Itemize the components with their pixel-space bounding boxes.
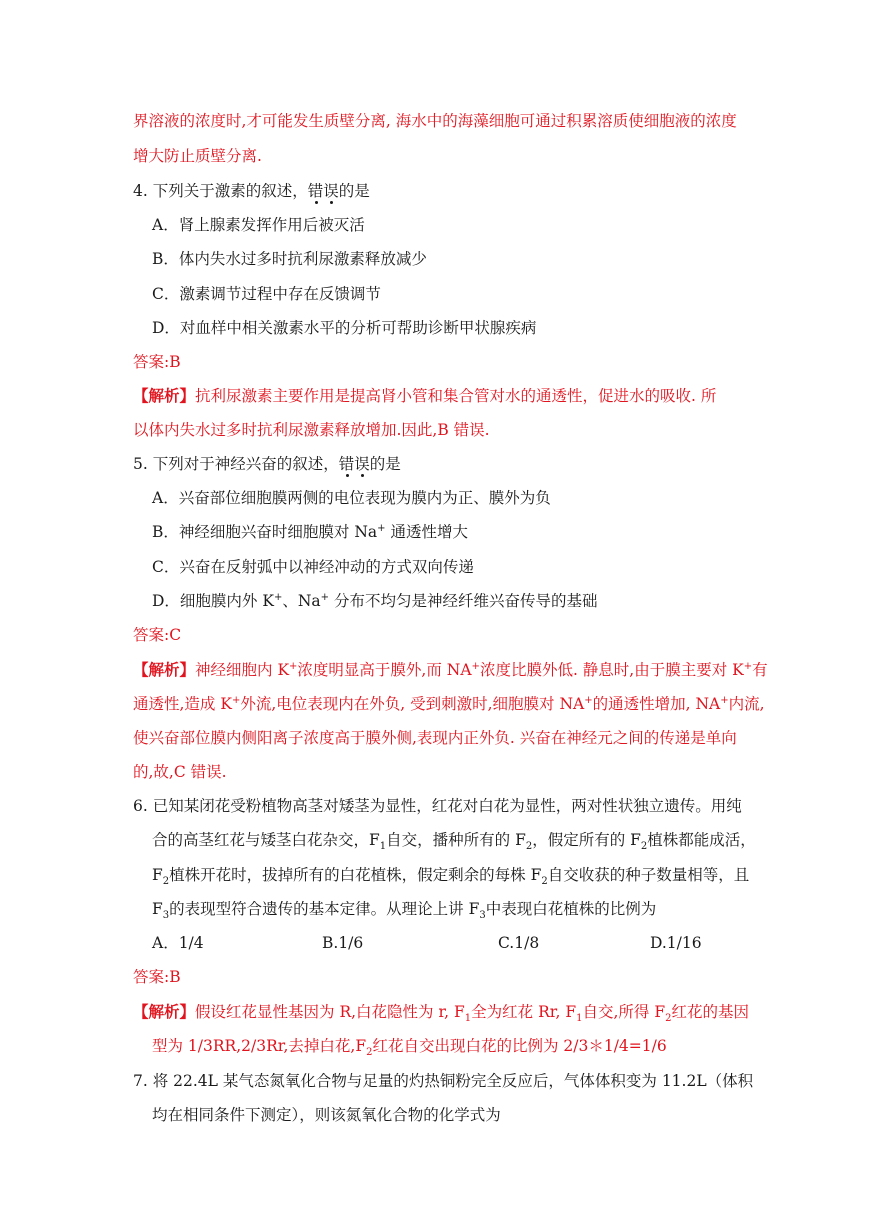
explanation-text: 外流,电位表现内在外负, 受到刺激时,细胞膜对 NA <box>240 695 585 713</box>
superscript: + <box>320 591 330 603</box>
stem-text: 植株都能成活， <box>647 831 756 849</box>
emphasis-char: 误 <box>354 455 370 473</box>
option-a: A．兴奋部位细胞膜两侧的电位表现为膜内为正、膜外为负 <box>152 489 551 507</box>
question-6-options <box>0 932 869 954</box>
explanation-text: 型为 1/3RR,2/3Rr,去掉白花,F <box>152 1037 367 1055</box>
question-number: 4. <box>133 182 148 200</box>
option-text: 分布不均匀是神经纤维兴奋传导的基础 <box>329 592 598 610</box>
explanation-text: 假设红花显性基因为 R,白花隐性为 r, F <box>195 1003 465 1021</box>
option-a: A．肾上腺素发挥作用后被灭活 <box>152 216 365 234</box>
explanation-line-3: 使兴奋部位膜内侧阳离子浓度高于膜外侧,表现内正外负. 兴奋在神经元之间的传递是单向 <box>133 729 737 747</box>
question-7-stem-line-1 <box>133 1070 753 1092</box>
stem-text: 下列关于激素的叙述， <box>152 182 308 200</box>
explanation-text: 神经细胞内 K <box>195 661 290 679</box>
subscript: 2 <box>541 876 548 888</box>
stem-text: 将 22.4L 某气态氮氧化合物与足量的灼热铜粉完全反应后，气体体积变为 11.2L（体积 <box>152 1072 754 1090</box>
superscript: + <box>273 591 283 603</box>
superscript: + <box>289 660 298 672</box>
explanation-line-1 <box>133 385 716 407</box>
explanation-line-1 <box>133 1001 749 1023</box>
explanation-line-4: 的,故,C 错误. <box>133 763 227 781</box>
option-d <box>152 590 597 612</box>
question-6-stem-line-2 <box>152 829 756 851</box>
answer: 答案:B <box>133 968 181 986</box>
option-b <box>152 521 468 543</box>
superscript: + <box>743 660 753 672</box>
subscript: 2 <box>525 841 533 853</box>
explanation-text: 红花自交出现白花的比例为 2/3＊1/4=1/6 <box>372 1037 667 1055</box>
explanation-text: 有 <box>752 661 768 679</box>
option-b: B．体内失水过多时抗利尿激素释放减少 <box>152 250 427 268</box>
question-6-stem-line-3 <box>152 864 749 886</box>
option-text: 通透性增大 <box>385 523 468 541</box>
option-c: C．激素调节过程中存在反馈调节 <box>152 285 381 303</box>
option-text: B．神经细胞兴奋时细胞膜对 Na <box>152 523 378 541</box>
emphasis-char: 错 <box>307 182 324 200</box>
subscript: 1 <box>576 1013 583 1025</box>
explanation-tag: 【解析】 <box>133 660 196 679</box>
superscript: + <box>720 694 729 706</box>
question-6-stem-line-1 <box>133 795 742 817</box>
option-d: D．对血样中相关激素水平的分析可帮助诊断甲状腺疾病 <box>152 319 537 337</box>
stem-text: 已知某闭花受粉植物高茎对矮茎为显性，红花对白花为显性，两对性状独立遗传。用纯 <box>152 797 742 815</box>
subscript: 2 <box>162 876 170 888</box>
option-b: B.1/6 <box>322 934 364 952</box>
q3-explanation-line-1: 界溶液的浓度时,才可能发生质壁分离, 海水中的海藻细胞可通过积累溶质使细胞液的浓度 <box>133 112 737 130</box>
stem-text: 合的高茎红花与矮茎白花杂交，F <box>152 831 380 849</box>
stem-text: 的是 <box>338 182 370 200</box>
superscript: + <box>584 694 593 706</box>
q3-explanation-line-2: 增大防止质壁分离. <box>133 147 262 165</box>
option-c: C．兴奋在反射弧中以神经冲动的方式双向传递 <box>152 558 474 576</box>
emphasis-char: 错 <box>338 455 355 473</box>
superscript: + <box>471 660 480 672</box>
stem-text: F <box>152 900 163 918</box>
stem-text: ，假定所有的 F <box>532 831 641 849</box>
explanation-line-2 <box>152 1035 667 1057</box>
stem-text: 中表现白花植株的比例为 <box>485 900 657 918</box>
option-c: C.1/8 <box>498 934 540 952</box>
explanation-text: 自交,所得 F <box>582 1003 666 1021</box>
option-a: A．1/4 <box>152 934 204 952</box>
option-text: D．细胞膜内外 K <box>152 592 274 610</box>
explanation-text: 的通透性增加, NA <box>592 695 721 713</box>
question-4-stem <box>133 180 370 202</box>
stem-text: 自交，播种所有的 F <box>386 831 526 849</box>
question-5-stem <box>133 453 401 475</box>
stem-text: 自交收获的种子数量相等，且 <box>547 866 750 884</box>
superscript: + <box>231 694 241 706</box>
superscript: + <box>377 522 386 534</box>
subscript: 2 <box>366 1047 373 1059</box>
explanation-line-1 <box>133 659 768 681</box>
explanation-text: 浓度明显高于膜外,而 NA <box>297 661 472 679</box>
emphasis-char: 误 <box>323 182 339 200</box>
stem-text: 植株开花时，拔掉所有的白花植株，假定剩余的每株 F <box>169 866 542 884</box>
explanation-text: 红花的基因 <box>671 1003 749 1021</box>
explanation-text: 全为红花 Rr, F <box>471 1003 577 1021</box>
stem-text: 的表现型符合遗传的基本定律。从理论上讲 F <box>169 900 480 918</box>
answer: 答案:C <box>133 626 182 644</box>
explanation-tag: 【解析】 <box>133 1002 196 1021</box>
question-number: 7. <box>133 1072 148 1090</box>
subscript: 3 <box>162 910 170 922</box>
question-number: 5. <box>133 455 148 473</box>
stem-text: 的是 <box>369 455 401 473</box>
stem-text: F <box>152 866 163 884</box>
answer: 答案:B <box>133 353 181 371</box>
subscript: 1 <box>464 1013 472 1025</box>
explanation-text: 内流, <box>728 695 765 713</box>
subscript: 2 <box>640 841 648 853</box>
question-7-stem-line-2: 均在相同条件下测定），则该氮氧化合物的化学式为 <box>152 1106 501 1124</box>
question-number: 6. <box>133 797 148 815</box>
option-d: D.1/16 <box>650 934 702 952</box>
explanation-line-2: 以体内失水过多时抗利尿激素释放增加.因此,B 错误. <box>133 421 490 439</box>
option-text: 、Na <box>282 592 321 610</box>
explanation-line-2 <box>133 693 765 715</box>
explanation-text: 通透性,造成 K <box>133 695 232 713</box>
explanation-tag: 【解析】 <box>133 386 196 405</box>
question-6-stem-line-4 <box>152 898 656 920</box>
subscript: 2 <box>665 1013 672 1025</box>
explanation-text: 浓度比膜外低. 静息时,由于膜主要对 K <box>479 661 744 679</box>
subscript: 3 <box>479 910 486 922</box>
subscript: 1 <box>379 841 387 853</box>
explanation-text: 抗利尿激素主要作用是提高肾小管和集合管对水的通透性，促进水的吸收. 所 <box>195 387 717 405</box>
stem-text: 下列对于神经兴奋的叙述， <box>152 455 339 473</box>
